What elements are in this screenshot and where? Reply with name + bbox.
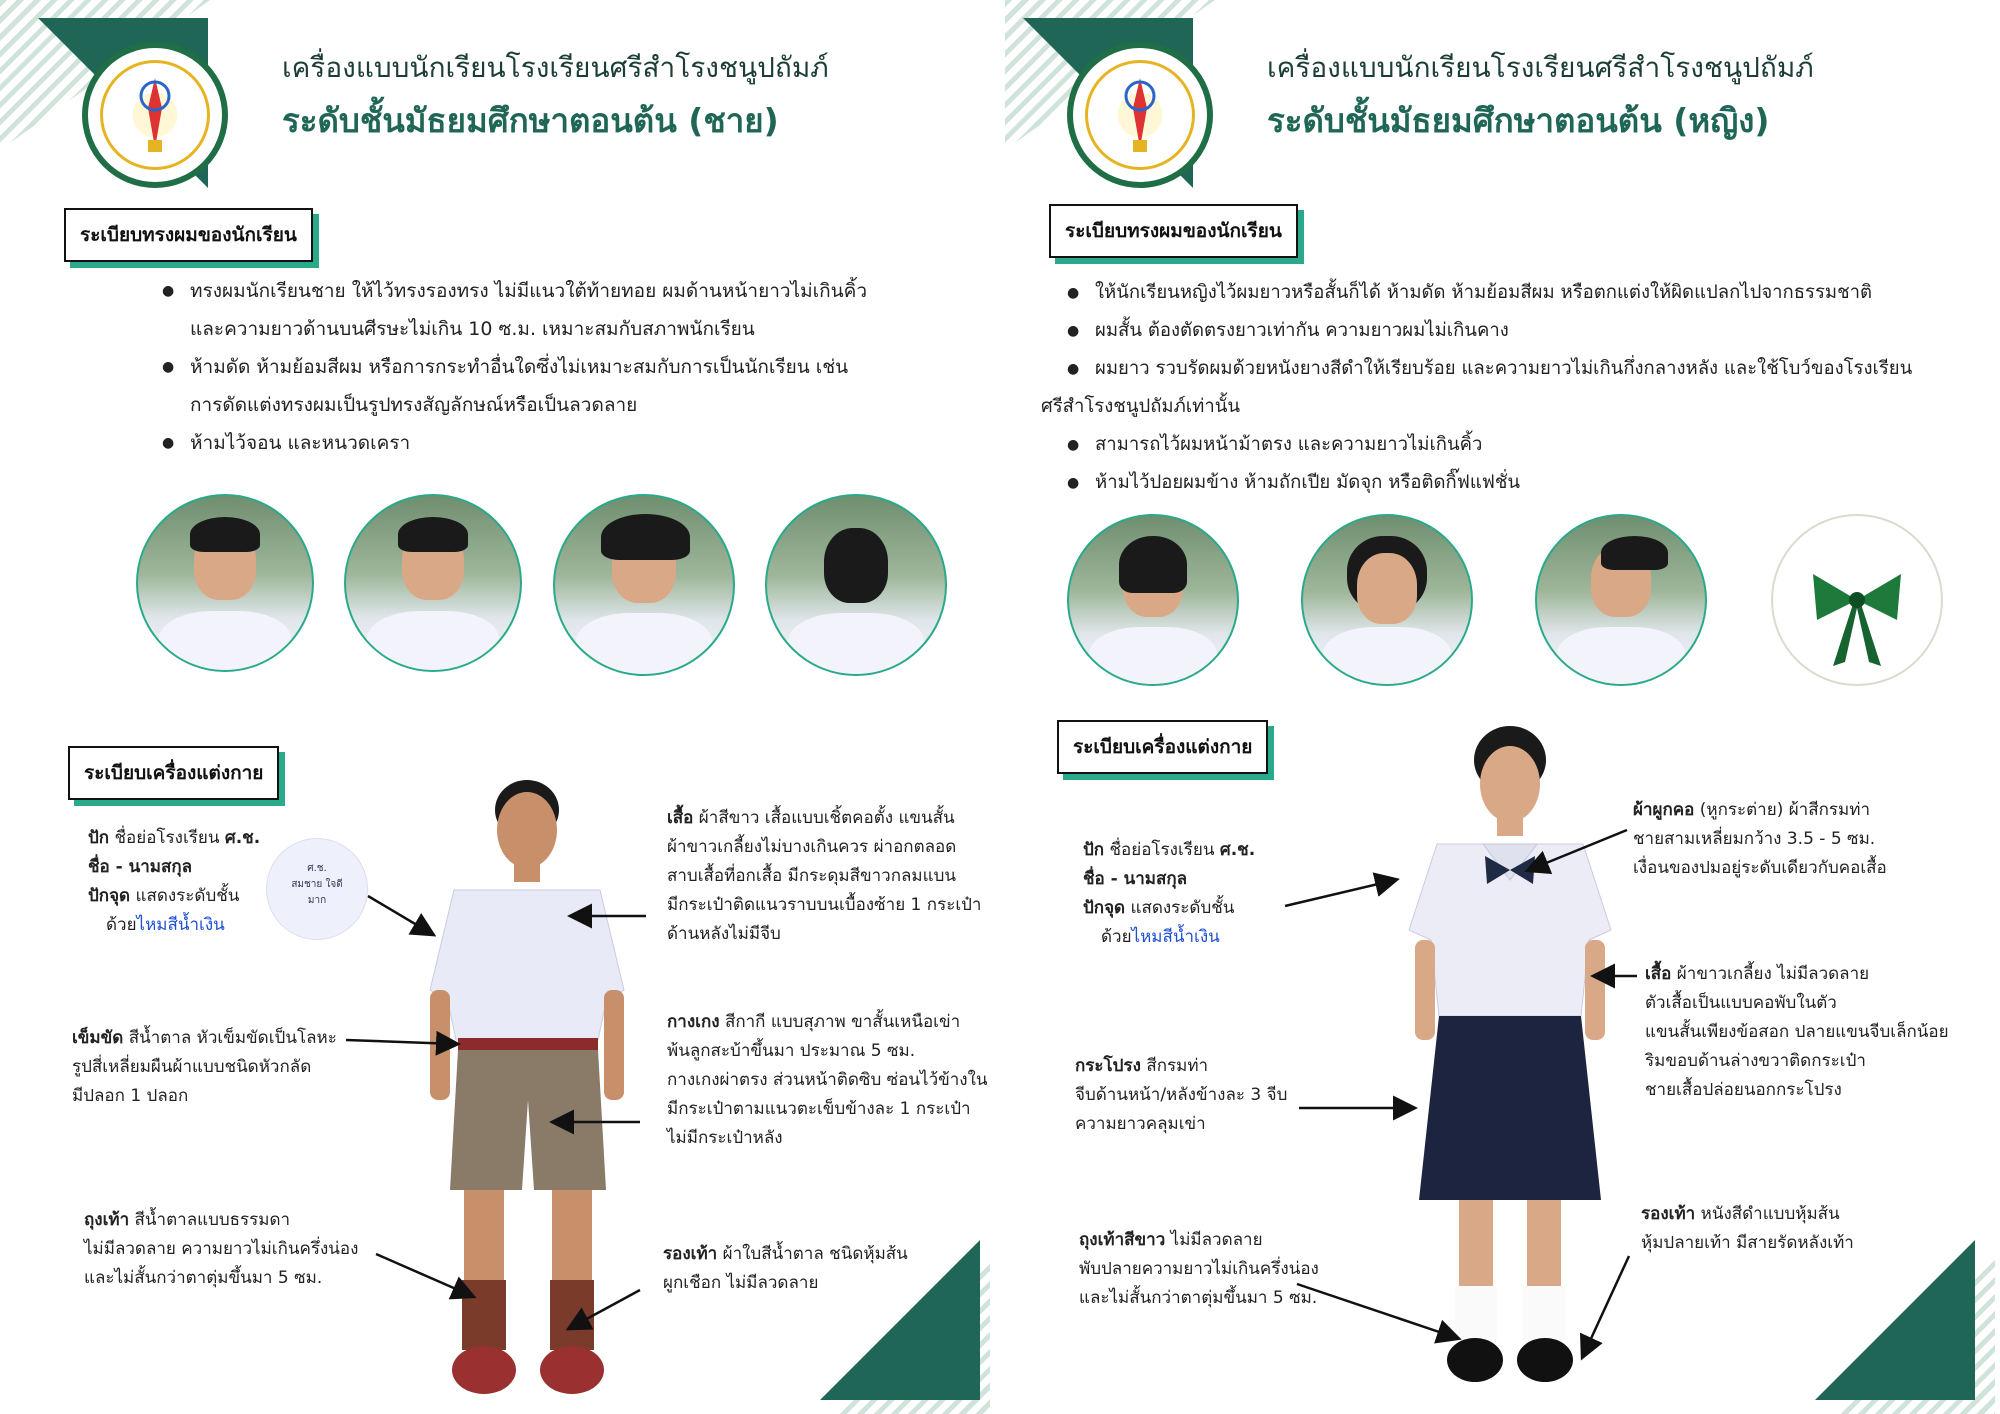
hair-section-heading: ระเบียบทรงผมของนักเรียน — [1049, 204, 1298, 258]
annotation-shoes: รองเท้า ผ้าใบสีน้ำตาล ชนิดหุ้มส้น ผูกเชือก ไม่มีลวดลาย — [663, 1244, 908, 1293]
hair-rule: ● ผมสั้น ต้องตัดตรงยาวเท่ากัน ความยาวผมไม่เกินคาง — [1067, 312, 1987, 350]
annotation-collar-embroidery: ปัก ชื่อย่อโรงเรียน ศ.ช. ชื่อ - นามสกุล ปักจุด แสดงระดับชั้น ด้วยไหมสีน้ำเงิน — [88, 828, 261, 935]
hair-rule: ● ให้นักเรียนหญิงไว้ผมยาวหรือสั้นก็ได้ ห้ามดัด ห้ามย้อมสีผม หรือตกแต่งให้ผิดแปลกไปจากธรรมชาติ — [1067, 274, 1987, 312]
page-title-line2: ระดับชั้นมัธยมศึกษาตอนต้น (หญิง) — [1267, 101, 1770, 140]
boys-uniform-panel — [0, 0, 990, 1414]
annotation-shirt: เสื้อ ผ้าสีขาว เสื้อแบบเชิ้ตคอตั้ง แขนสั้น ผ้าขาวเกลี้ยงไม่บางเกินควร ผ่าอกตลอด สาบเสื้อที่อกเสื้อ มีกระดุมสีขาวกลมแบน มีกระเป๋าติดแนวราบบนเบื้องซ้าย 1 กระเป๋า ด้านหลังไม่มีจีบ — [667, 808, 982, 944]
hair-rule-continued: ศรีสำโรงชนูปถัมภ์เท่านั้น — [1041, 396, 1241, 417]
annotation-socks: ถุงเท้า สีน้ำตาลแบบธรรมดา ไม่มีลวดลาย ความยาวไม่เกินครึ่งน่อง และไม่สั้นกว่าตาตุ่มขึ้นมา 5 ซม. — [84, 1210, 359, 1288]
corner-triangle-bottom — [820, 1240, 980, 1400]
uniform-section-heading: ระเบียบเครื่องแต่งกาย — [1057, 720, 1268, 774]
hair-rule: ● ห้ามไว้จอน และหนวดเครา — [162, 424, 962, 462]
girls-uniform-panel — [1005, 0, 1995, 1414]
corner-triangle-bottom — [1815, 1240, 1975, 1400]
annotation-socks: ถุงเท้าสีขาว ไม่มีลวดลาย พับปลายความยาวไม่เกินครึ่งน่อง และไม่สั้นกว่าตาตุ่มขึ้นมา 5 ซม. — [1079, 1230, 1319, 1308]
annotation-skirt: กระโปรง สีกรมท่า จีบด้านหน้า/หลังข้างละ 3 จีบ ความยาวคลุมเข่า — [1075, 1056, 1288, 1134]
hair-rule: ● ผมยาว รวบรัดผมด้วยหนังยางสีดำให้เรียบร้อย และความยาวไม่เกินกึ่งกลางหลัง และใช้โบว์ของโรงเรียน — [1067, 350, 1987, 388]
name-patch-name: สมชาย ใจดีมาก — [291, 879, 343, 906]
annotation-collar-embroidery: ปัก ชื่อย่อโรงเรียน ศ.ช. ชื่อ - นามสกุล ปักจุด แสดงระดับชั้น ด้วยไหมสีน้ำเงิน — [1083, 840, 1256, 947]
hair-rule-continued: การดัดแต่งทรงผมเป็นรูปทรงสัญลักษณ์หรือเป็นลวดลาย — [190, 394, 638, 416]
hair-section-heading: ระเบียบทรงผมของนักเรียน — [64, 208, 313, 262]
panel-divider — [994, 0, 1002, 1414]
page-title-line1: เครื่องแบบนักเรียนโรงเรียนศรีสำโรงชนูปถัมภ์ — [282, 51, 829, 84]
annotation-shoes: รองเท้า หนังสีดำแบบหุ้มส้น หุ้มปลายเท้า มีสายรัดหลังเท้า — [1641, 1204, 1854, 1253]
hair-rule: ● สามารถไว้ผมหน้าม้าตรง และความยาวไม่เกินคิ้ว — [1067, 426, 1987, 464]
page-title-line2: ระดับชั้นมัธยมศึกษาตอนต้น (ชาย) — [282, 101, 779, 140]
annotation-tie: ผ้าผูกคอ (หูกระต่าย) ผ้าสีกรมท่า ชายสามเหลี่ยมกว้าง 3.5 - 5 ซม. เงื่อนของปมอยู่ระดับเดียวกับคอเสื้อ — [1633, 800, 1887, 878]
page-title-line1: เครื่องแบบนักเรียนโรงเรียนศรีสำโรงชนูปถัมภ์ — [1267, 51, 1814, 84]
annotation-belt: เข็มขัด สีน้ำตาล หัวเข็มขัดเป็นโลหะ รูปสี่เหลี่ยมผืนผ้าแบบชนิดหัวกลัด มีปลอก 1 ปลอก — [72, 1028, 337, 1106]
annotation-arrows — [1005, 0, 1995, 1414]
hair-rule: ● ทรงผมนักเรียนชาย ให้ไว้ทรงรองทรง ไม่มีแนวใต้ท้ายทอย ผมด้านหน้ายาวไม่เกินคิ้ว — [162, 272, 962, 310]
uniform-section-heading: ระเบียบเครื่องแต่งกาย — [68, 746, 279, 800]
annotation-blouse: เสื้อ ผ้าขาวเกลี้ยง ไม่มีลวดลาย ตัวเสื้อเป็นแบบคอพับในตัว แขนสั้นเพียงข้อสอก ปลายแขนจีบเล็กน้อย ริมขอบด้านล่างขวาติดกระเป๋า ชายเสื้อปล่อยนอกกระโปรง — [1645, 964, 1949, 1100]
hair-rule: ● ห้ามดัด ห้ามย้อมสีผม หรือการกระทำอื่นใดซึ่งไม่เหมาะสมกับการเป็นนักเรียน เช่น — [162, 348, 962, 386]
hair-rule-continued: และความยาวด้านบนศีรษะไม่เกิน 10 ซ.ม. เหมาะสมกับสภาพนักเรียน — [190, 318, 755, 340]
hair-rule: ● ห้ามไว้ปอยผมข้าง ห้ามถักเปีย มัดจุก หรือติดกิ๊ฟแฟชั่น — [1067, 464, 1987, 502]
name-patch-school: ศ.ช. — [307, 863, 327, 874]
annotation-pants: กางเกง สีกากี แบบสุภาพ ขาสั้นเหนือเข่า พ้นลูกสะบ้าขึ้นมา ประมาณ 5 ซม. กางเกงผ่าตรง ส่วนหน้าติดซิบ ซ่อนไว้ข้างใน มีกระเป๋าตามแนวตะเข็บข้างละ 1 กระเป๋า ไม่มีกระเป๋าหลัง — [667, 1012, 988, 1148]
annotation-arrows — [0, 0, 990, 1414]
